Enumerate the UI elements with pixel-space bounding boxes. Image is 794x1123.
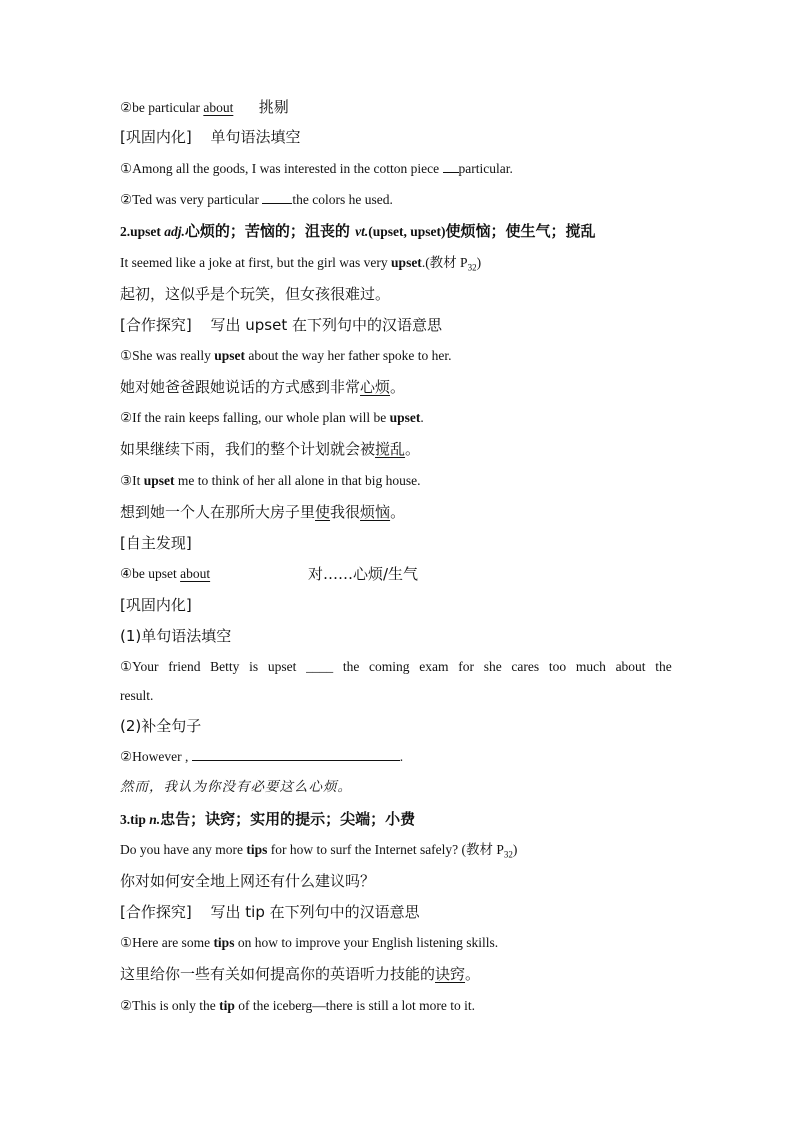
page-subscript: 32 [467, 262, 477, 273]
source-ref: ) [476, 255, 482, 270]
answer-blank[interactable] [443, 159, 459, 173]
translation [120, 439, 420, 459]
sentence-text: about the way her father spoke to her. [244, 348, 452, 363]
sentence-text: ②If the rain keeps falling, our whole plan will be [120, 410, 390, 425]
word: too [548, 659, 567, 674]
answer-text: 心烦 [360, 378, 391, 396]
section-tag-explore [120, 902, 420, 922]
section-task: 写出 upset 在下列句中的汉语意思 [210, 316, 442, 334]
translation [120, 377, 405, 397]
word: cares [511, 659, 540, 674]
translation: 你对如何安全地上网还有什么建议吗？ [120, 872, 376, 890]
keyword: tips [246, 842, 268, 857]
translation-text: 。 [390, 503, 406, 521]
word: friend [168, 659, 201, 674]
section-tag: [合作探究] [120, 903, 192, 921]
example-sentence [120, 996, 475, 1016]
sentence-text: ①Here are some [120, 935, 214, 950]
word: upset [267, 659, 297, 674]
answer-blank[interactable]: ____ [306, 659, 334, 674]
translation-text: 想到她一个人在那所大房子里 [120, 503, 316, 521]
word: much [575, 659, 606, 674]
section-tag-consolidate [120, 127, 301, 147]
keyword: upset [143, 473, 175, 488]
source-ref: ) [512, 842, 518, 857]
sentence-text: me to think of her all alone in that big house. [174, 473, 421, 488]
keyword: upset [391, 255, 422, 270]
vocab-heading-tip [120, 809, 415, 830]
sentence-text: ③It [120, 473, 144, 488]
vocab-meaning: 心烦的；苦恼的；沮丧的 [184, 222, 356, 240]
sentence-text: the colors he used. [292, 192, 393, 207]
subsection-title: (2)补全句子 [120, 717, 202, 735]
translation [120, 964, 480, 984]
sentence-text: particular. [458, 161, 513, 176]
word: is [249, 659, 259, 674]
translation-text: 。 [465, 965, 481, 983]
section-task: 单句语法填空 [210, 128, 301, 146]
phrase-be-upset-about [120, 564, 419, 584]
example-sentence [120, 840, 517, 865]
sentence-text: ②However , [120, 749, 192, 764]
translation-text: 这里给你一些有关如何提高你的英语听力技能的 [120, 965, 436, 983]
keyword: tip [219, 998, 235, 1013]
keyword: upset [389, 410, 421, 425]
section-tag-consolidate: [巩固内化] [120, 596, 192, 614]
subsection-title: (1)单句语法填空 [120, 627, 232, 645]
answer-text: 使 [315, 503, 331, 521]
translation-text: 如果继续下雨，我们的整个计划就会被 [120, 440, 376, 458]
answer-text: 搅乱 [375, 440, 406, 458]
sentence-text: It seemed like a joke at first, but the girl was very [120, 255, 392, 270]
exercise-sentence-3 [120, 657, 672, 677]
exercise-sentence-2 [120, 190, 393, 210]
sentence-text: ②Ted was very particular [120, 192, 263, 207]
word: exam [419, 659, 449, 674]
vocab-meaning: 使烦恼；使生气；搅乱 [445, 222, 596, 240]
vocab-word: 3.tip [120, 812, 150, 827]
example-sentence [120, 253, 481, 278]
word: for [458, 659, 474, 674]
translation-text: 我很 [330, 503, 361, 521]
example-sentence [120, 471, 420, 491]
phrase-meaning: 挑剔 [258, 98, 289, 116]
vocab-heading-upset [120, 221, 596, 242]
phrase-text: be particular [132, 100, 204, 115]
word: Betty [210, 659, 240, 674]
answer-text: 诀窍 [435, 965, 466, 983]
word: about [615, 659, 646, 674]
translation-text: 。 [405, 440, 421, 458]
keyword: tips [213, 935, 235, 950]
example-sentence [120, 346, 452, 366]
part-of-speech: n. [149, 812, 161, 827]
answer-blank[interactable] [262, 190, 292, 204]
translation-text: 。 [390, 378, 406, 396]
item-number: ④ [120, 566, 133, 581]
vocab-meaning: 忠告；诀窍；实用的提示；尖端；小费 [160, 810, 416, 828]
sentence-text: . [399, 749, 404, 764]
answer-text: 烦恼 [360, 503, 391, 521]
section-tag-explore [120, 315, 442, 335]
part-of-speech: adj. [164, 224, 185, 239]
answer-blank[interactable] [192, 747, 400, 761]
phrase-text: be upset [132, 566, 181, 581]
vocab-word: 2.upset [120, 224, 165, 239]
sentence-text: for how to surf the Internet safely? (教材 P [267, 842, 504, 857]
example-sentence [120, 408, 424, 428]
translation-text: 她对她爸爸跟她说话的方式感到非常 [120, 378, 361, 396]
phrase-keyword: about [203, 100, 234, 115]
sentence-text: . [420, 410, 424, 425]
word: the [655, 659, 672, 674]
sentence-text: ①She was really [120, 348, 215, 363]
phrase-keyword: about [180, 566, 211, 581]
sentence-text: of the iceberg—there is still a lot more to it. [234, 998, 475, 1013]
sentence-text: Do you have any more [120, 842, 247, 857]
keyword: upset [214, 348, 245, 363]
item-number: ② [120, 100, 133, 115]
exercise-sentence-4 [120, 747, 403, 767]
sentence-text: on how to improve your English listening skills. [234, 935, 499, 950]
source-ref: .(教材 P [421, 255, 468, 270]
phrase-be-particular-about [120, 97, 289, 118]
page-subscript: 32 [503, 849, 513, 860]
word: coming [369, 659, 410, 674]
sentence-continuation: result. [120, 688, 154, 703]
example-sentence [120, 933, 498, 953]
section-task: 写出 tip 在下列句中的汉语意思 [210, 903, 420, 921]
phrase-meaning: 对……心烦/生气 [308, 565, 419, 583]
word: the [342, 659, 360, 674]
word: she [483, 659, 502, 674]
translation-hint: 然而，我认为你没有必要这么心烦。 [120, 779, 352, 795]
word: ①Your [120, 659, 159, 674]
verb-forms: (upset, upset) [368, 224, 446, 239]
translation [120, 502, 405, 522]
translation: 起初，这似乎是个玩笑，但女孩很难过。 [120, 285, 391, 303]
exercise-sentence-1 [120, 159, 513, 179]
sentence-text: ②This is only the [120, 998, 220, 1013]
section-tag: [巩固内化] [120, 128, 192, 146]
section-tag-discover: [自主发现] [120, 534, 192, 552]
sentence-text: ①Among all the goods, I was interested in the cotton piece [120, 161, 443, 176]
section-tag: [合作探究] [120, 316, 192, 334]
part-of-speech: vt. [355, 224, 369, 239]
